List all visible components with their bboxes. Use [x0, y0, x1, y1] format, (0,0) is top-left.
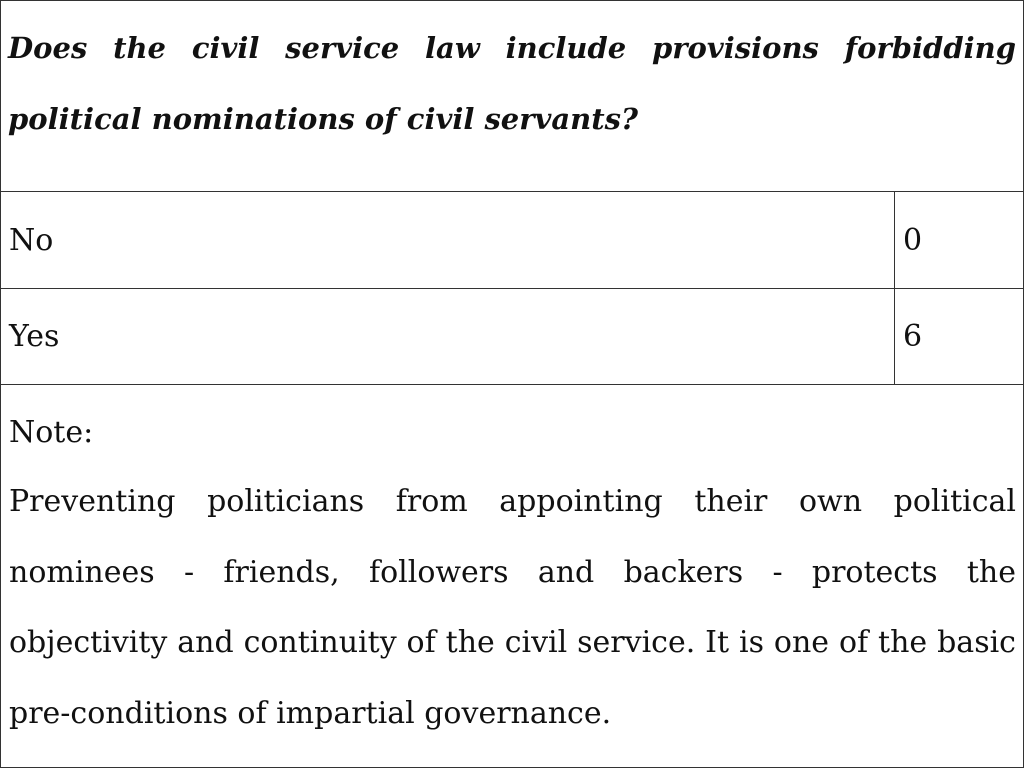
column-divider — [894, 192, 895, 288]
question-row — [1, 1, 1023, 192]
answer-row-no — [1, 192, 1023, 289]
column-divider — [894, 289, 895, 384]
answer-label-no: No — [9, 222, 54, 258]
answer-count-no: 0 — [903, 222, 923, 258]
note-row — [1, 385, 1023, 767]
question-text: Does the civil service law include provisions forbidding political nominations of civil servants? — [8, 31, 1016, 136]
note-label: Note: — [9, 415, 94, 450]
answer-label-yes: Yes — [9, 319, 60, 354]
answer-count-yes: 6 — [903, 319, 923, 354]
note-text: Preventing politicians from appointing their own political nominees - friends, followers and backers - protects the objectivity and continuity of the civil service. It is one of the basic pre-conditions of impartial governance. — [9, 484, 1016, 731]
answer-row-yes — [1, 289, 1023, 385]
